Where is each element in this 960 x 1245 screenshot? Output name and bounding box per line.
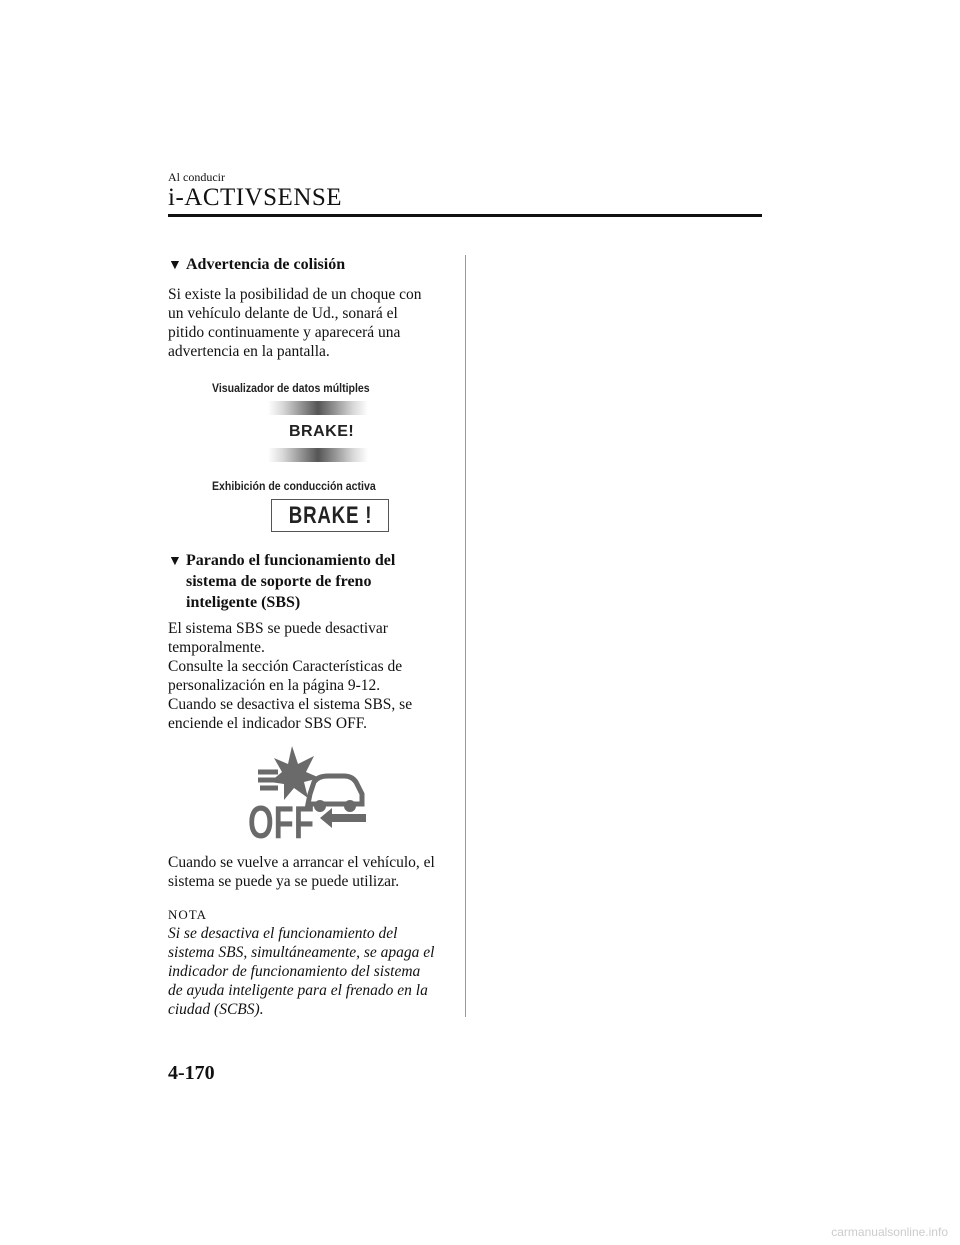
note-label: NOTA <box>168 907 208 922</box>
display-gradient-bar-bottom <box>268 448 368 462</box>
collision-warning-heading: ▼ Advertencia de colisión <box>168 254 458 275</box>
collision-warning-body: Si existe la posibilidad de un choque con un vehículo delante de Ud., sonará el pitido continuamente y aparecerá una advertencia en la pantalla. <box>168 286 422 360</box>
multi-info-brake-text: BRAKE! <box>289 423 355 440</box>
off-text: OFF <box>248 796 314 842</box>
front-car-shape <box>308 776 362 804</box>
stopping-sbs-heading: ▼ Parando el funcionamiento del sistema de soporte de freno inteligente (SBS) <box>168 552 396 611</box>
multi-info-display-label: Visualizador de datos múltiples <box>212 381 370 395</box>
triangle-down-icon: ▼ <box>168 554 182 569</box>
triangle-down-icon: ▼ <box>168 258 182 273</box>
active-display-brake-box <box>271 499 389 532</box>
page-number: 4-170 <box>168 1062 215 1084</box>
sbs-off-indicator-icon <box>248 742 368 842</box>
arrow-left-shape <box>320 808 366 828</box>
stopping-sbs-body: El sistema SBS se puede desactivar temporalmente. Consulte la sección Características de personalización en la página 9-12. Cuando se desactiva el sistema SBS, se enciende el indicador SBS OFF. <box>168 620 413 732</box>
watermark: carmanualsonline.info <box>831 1225 948 1239</box>
restart-body: Cuando se vuelve a arrancar el vehículo, el sistema se puede ya se puede utilizar. <box>168 854 435 890</box>
active-driving-display-label: Exhibición de conducción activa <box>212 479 376 493</box>
header-rule <box>168 214 762 217</box>
note-body: Si se desactiva el funcionamiento del sistema SBS, simultáneamente, se apaga el indicador de funcionamiento del sistema de ayuda inteligente para el frenado en la ciudad (SCBS). <box>168 925 435 1018</box>
display-gradient-bar-top <box>268 401 368 415</box>
active-display-brake-text: BRAKE ! <box>288 501 372 529</box>
chapter-title: i-ACTIVSENSE <box>168 184 343 211</box>
section-label: Al conducir <box>168 170 225 184</box>
rear-car-shape <box>258 772 282 788</box>
column-divider <box>465 255 466 1017</box>
